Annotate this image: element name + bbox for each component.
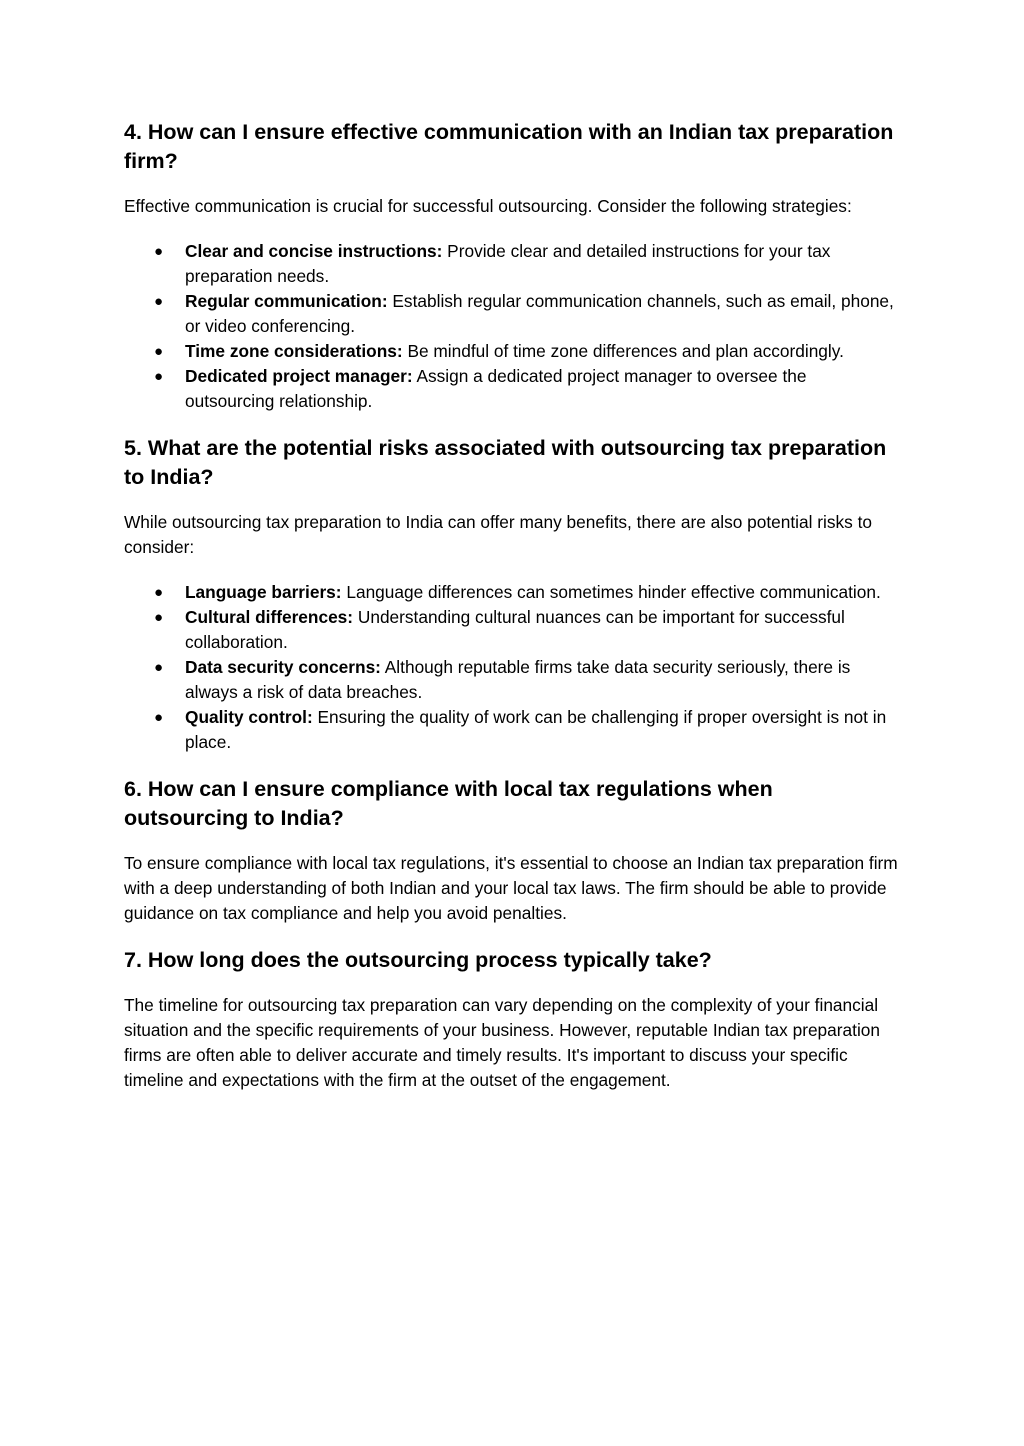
list-item: [124, 655, 900, 705]
list-item-term: Dedicated project manager:: [185, 366, 413, 386]
bullet-icon: ●: [154, 243, 164, 260]
bullet-icon: ●: [154, 293, 164, 310]
list-item: [124, 364, 900, 414]
faq-section-5: [124, 434, 900, 755]
list-item-text: Establish regular communication channels, such as email, phone, or video conferencing.: [185, 291, 894, 336]
bullet-icon: ●: [154, 368, 164, 385]
list-item: [124, 239, 900, 289]
bullet-icon: ●: [154, 659, 164, 676]
faq-heading-6: 6. How can I ensure compliance with local tax regulations when outsourcing to India?: [124, 777, 773, 830]
list-item: [124, 289, 900, 339]
list-item-term: Quality control:: [185, 707, 313, 727]
list-item-text: Language differences can sometimes hinder effective communication.: [341, 582, 881, 602]
list-item-text: Provide clear and detailed instructions for your tax preparation needs.: [185, 241, 831, 286]
faq-heading-5: 5. What are the potential risks associated with outsourcing tax preparation to India?: [124, 436, 887, 489]
list-item-term: Time zone considerations:: [185, 341, 403, 361]
faq-intro-4: Effective communication is crucial for successful outsourcing. Consider the following strategies:: [124, 196, 852, 216]
list-item-term: Clear and concise instructions:: [185, 241, 443, 261]
list-item: [124, 339, 900, 364]
list-item-term: Language barriers:: [185, 582, 342, 602]
list-item-text: Although reputable firms take data security seriously, there is always a risk of data breaches.: [185, 657, 851, 702]
bullet-icon: ●: [154, 584, 164, 601]
faq-section-7: [124, 946, 900, 1093]
document-page: [124, 118, 900, 1113]
faq-body-7: The timeline for outsourcing tax preparation can vary depending on the complexity of your financial situation and the specific requirements of your business. However, reputable Indian tax preparation firms are often able to deliver accurate and timely results. It's important to discuss your specific timeline and expectations with the firm at the outset of the engagement.: [124, 995, 881, 1090]
bullet-list-5: [124, 580, 900, 755]
list-item-text: Understanding cultural nuances can be important for successful collaboration.: [185, 607, 845, 652]
faq-heading-4: 4. How can I ensure effective communication with an Indian tax preparation firm?: [124, 120, 894, 173]
faq-intro-5: While outsourcing tax preparation to India can offer many benefits, there are also potential risks to consider:: [124, 512, 872, 557]
list-item-text: Be mindful of time zone differences and plan accordingly.: [402, 341, 844, 361]
bullet-icon: ●: [154, 343, 164, 360]
list-item-text: Ensuring the quality of work can be challenging if proper oversight is not in place.: [185, 707, 887, 752]
list-item-term: Regular communication:: [185, 291, 388, 311]
faq-section-4: [124, 118, 900, 414]
bullet-list-4: [124, 239, 900, 414]
list-item: [124, 705, 900, 755]
list-item-term: Data security concerns:: [185, 657, 381, 677]
faq-heading-7: 7. How long does the outsourcing process typically take?: [124, 948, 712, 972]
bullet-icon: ●: [154, 709, 164, 726]
list-item: [124, 605, 900, 655]
bullet-icon: ●: [154, 609, 164, 626]
list-item: [124, 580, 900, 605]
faq-body-6: To ensure compliance with local tax regulations, it's essential to choose an Indian tax preparation firm with a deep understanding of both Indian and your local tax laws. The firm should be able to provide guidance on tax compliance and help you avoid penalties.: [124, 853, 898, 923]
faq-section-6: [124, 775, 900, 926]
list-item-text: Assign a dedicated project manager to oversee the outsourcing relationship.: [185, 366, 807, 411]
list-item-term: Cultural differences:: [185, 607, 354, 627]
